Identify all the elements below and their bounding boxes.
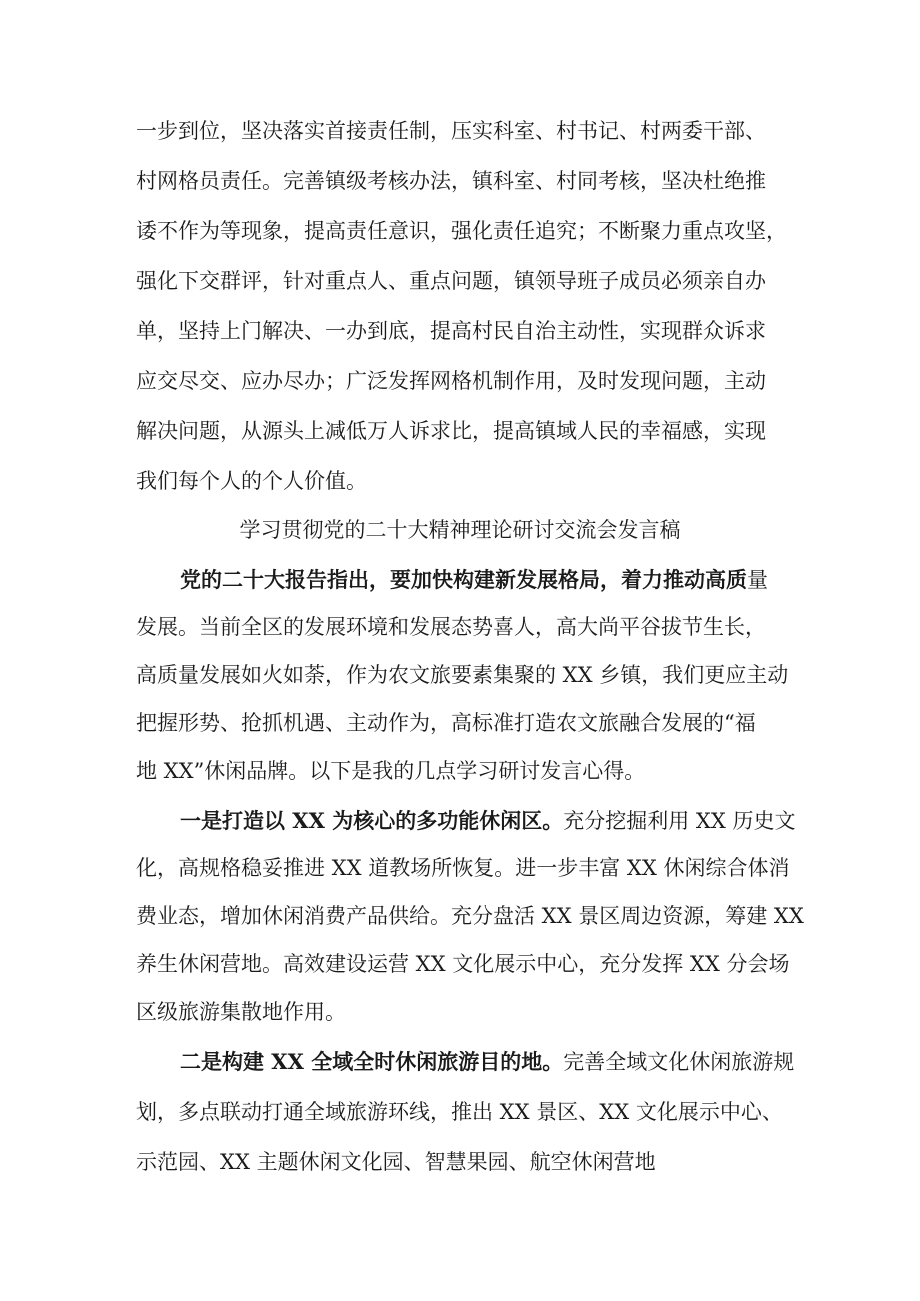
paragraph-line: 化，高规格稳妥推进 XX 道教场所恢复。进一步丰富 XX 休闲综合体消 <box>136 856 790 880</box>
paragraph-line: 村网格员责任。完善镇级考核办法，镇科室、村同考核，坚决杜绝推 <box>136 169 766 193</box>
paragraph-lead-line <box>180 806 795 836</box>
section-title: 学习贯彻党的二十大精神理论研讨交流会发言稿 <box>239 518 681 542</box>
paragraph-line: 单，坚持上门解决、一办到底，提高村民自治主动性，实现群众诉求 <box>136 319 766 343</box>
paragraph-line: 解决问题，从源头上减低万人诉求比，提高镇域人民的幸福感，实现 <box>136 419 766 443</box>
lead-rest-text: 量 <box>747 568 768 592</box>
lead-rest-text: 完善全域文化休闲旅游规 <box>563 1050 795 1074</box>
paragraph-line: 区级旅游集散地作用。 <box>136 1000 346 1024</box>
paragraph-line: 高质量发展如火如荼，作为农文旅要素集聚的 XX 乡镇，我们更应主动 <box>136 663 789 687</box>
paragraph-line: 我们每个人的个人价值。 <box>136 469 367 493</box>
paragraph-line: 费业态，增加休闲消费产品供给。充分盘活 XX 景区周边资源，筹建 XX <box>136 904 804 928</box>
paragraph-line: 地 XX”休闲品牌。以下是我的几点学习研讨发言心得。 <box>136 759 646 783</box>
paragraph-line: 诿不作为等现象，提高责任意识，强化责任追究；不断聚力重点攻坚， <box>136 219 787 243</box>
lead-rest-text: 充分挖掘利用 XX 历史文 <box>563 809 796 833</box>
paragraph-lead-line <box>180 1047 794 1077</box>
paragraph-line: 把握形势、抢抓机遇、主动作为，高标准打造农文旅融合发展的“福 <box>136 711 756 735</box>
paragraph-line: 养生休闲营地。高效建设运营 XX 文化展示中心，充分发挥 XX 分会场 <box>136 952 790 976</box>
lead-bold-text: 二是构建 XX 全域全时休闲旅游目的地。 <box>180 1049 564 1074</box>
lead-bold-text: 党的二十大报告指出，要加快构建新发展格局，着力推动高质 <box>180 567 747 592</box>
paragraph-line: 强化下交群评，针对重点人、重点问题，镇领导班子成员必须亲自办 <box>136 269 766 293</box>
paragraph-line: 应交尽交、应办尽办；广泛发挥网格机制作用，及时发现问题，主动 <box>136 369 766 393</box>
paragraph-line: 发展。当前全区的发展环境和发展态势喜人，高大尚平谷拔节生长， <box>136 615 766 639</box>
paragraph-line: 一步到位，坚决落实首接责任制，压实科室、村书记、村两委干部、 <box>136 119 766 143</box>
paragraph-line: 划，多点联动打通全域旅游环线，推出 XX 景区、XX 文化展示中心、 <box>136 1100 783 1124</box>
paragraph-line: 示范园、XX 主题休闲文化园、智慧果园、航空休闲营地 <box>136 1150 656 1174</box>
lead-bold-text: 一是打造以 XX 为核心的多功能休闲区。 <box>180 808 564 833</box>
paragraph-lead-line <box>180 565 768 595</box>
